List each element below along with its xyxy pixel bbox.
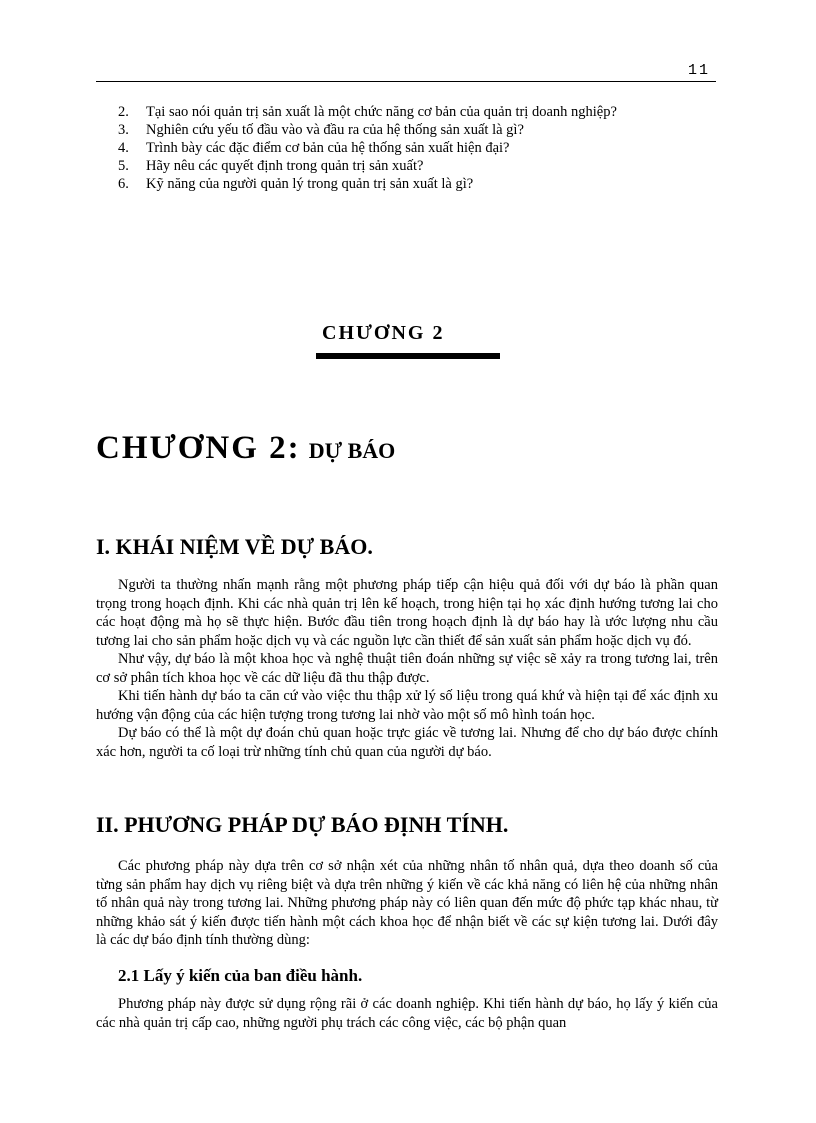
question-text: Tại sao nói quản trị sản xuất là một chức năng cơ bản của quản trị doanh nghiệp? bbox=[146, 104, 617, 120]
question-text: Nghiên cứu yếu tố đầu vào và đầu ra của hệ thống sản xuất là gì? bbox=[146, 122, 524, 138]
subsection-2-1-body bbox=[96, 995, 718, 1032]
question-text: Hãy nêu các quyết định trong quản trị sản xuất? bbox=[146, 158, 424, 174]
question-number: 6. bbox=[118, 176, 129, 192]
chapter-underline-bar bbox=[316, 353, 500, 359]
subsection-title-2-1: 2.1 Lấy ý kiến của ban điều hành. bbox=[118, 966, 363, 985]
review-questions-list bbox=[118, 103, 617, 193]
chapter-title bbox=[96, 430, 395, 467]
paragraph: Người ta thường nhấn mạnh rằng một phương pháp tiếp cận hiệu quả đối với dự báo là phần quan trọng trong hoạch định. Khi các nhà quản trị lên kế hoạch, trong hiện tại họ xác định hướng tương lai cho các hoạt động mà họ sẽ thực hiện. Bước đầu tiên trong hoạch định là dự báo hay là ước lượng nhu cầu tương lai cho sản phẩm hoặc dịch vụ và các nguồn lực cần thiết để sản xuất sản phẩm hoặc dịch vụ đó. bbox=[96, 577, 718, 649]
question-item bbox=[118, 139, 617, 157]
paragraph: Phương pháp này được sử dụng rộng rãi ở các doanh nghiệp. Khi tiến hành dự báo, họ lấy ý kiến của các nhà quản trị cấp cao, những người phụ trách các công việc, các bộ phận quan bbox=[96, 996, 718, 1031]
section-2-body bbox=[96, 857, 718, 950]
section-title-2: II. PHƯƠNG PHÁP DỰ BÁO ĐỊNH TÍNH. bbox=[96, 812, 509, 837]
question-number: 3. bbox=[118, 122, 129, 138]
paragraph: Các phương pháp này dựa trên cơ sở nhận xét của những nhân tố nhân quả, dựa theo doanh số của từng sản phẩm hay dịch vụ riêng biệt và dựa trên những ý kiến về các khả năng có liên hệ của những nhân tố nhân quả này trong tương lai. Những phương pháp này có liên quan đến mức độ phức tạp khác nhau, từ những khảo sát ý kiến được tiến hành một cách khoa học để nhận biết về các sự kiện tương lai. Dưới đây là các dự báo định tính thường dùng: bbox=[96, 858, 718, 948]
page-number: 11 bbox=[688, 62, 711, 79]
question-item bbox=[118, 121, 617, 139]
section-title-1: I. KHÁI NIỆM VỀ DỰ BÁO. bbox=[96, 534, 373, 559]
question-number: 5. bbox=[118, 158, 129, 174]
question-item bbox=[118, 103, 617, 121]
question-text: Kỹ năng của người quản lý trong quản trị sản xuất là gì? bbox=[146, 176, 474, 192]
question-number: 2. bbox=[118, 104, 129, 120]
chapter-title-name: DỰ BÁO bbox=[308, 438, 396, 463]
header-rule bbox=[96, 81, 716, 82]
question-number: 4. bbox=[118, 140, 129, 156]
chapter-heading: CHƯƠNG 2 bbox=[322, 322, 445, 344]
section-1-body bbox=[96, 576, 718, 761]
paragraph: Dự báo có thể là một dự đoán chủ quan hoặc trực giác về tương lai. Nhưng để cho dự báo được chính xác hơn, người ta cố loại trừ những tính chủ quan của người dự báo. bbox=[96, 725, 718, 760]
paragraph: Như vậy, dự báo là một khoa học và nghệ thuật tiên đoán những sự việc sẽ xảy ra trong tương lai, trên cơ sở phân tích khoa học về các dữ liệu đã thu thập được. bbox=[96, 651, 718, 686]
question-text: Trình bày các đặc điểm cơ bản của hệ thống sản xuất hiện đại? bbox=[146, 140, 510, 156]
question-item bbox=[118, 157, 617, 175]
question-item bbox=[118, 175, 617, 193]
paragraph: Khi tiến hành dự báo ta căn cứ vào việc thu thập xử lý số liệu trong quá khứ và hiện tại để xác định xu hướng vận động của các hiện tượng trong tương lai nhờ vào một số mô hình toán học. bbox=[96, 688, 718, 723]
chapter-title-number: CHƯƠNG 2: bbox=[96, 430, 301, 466]
